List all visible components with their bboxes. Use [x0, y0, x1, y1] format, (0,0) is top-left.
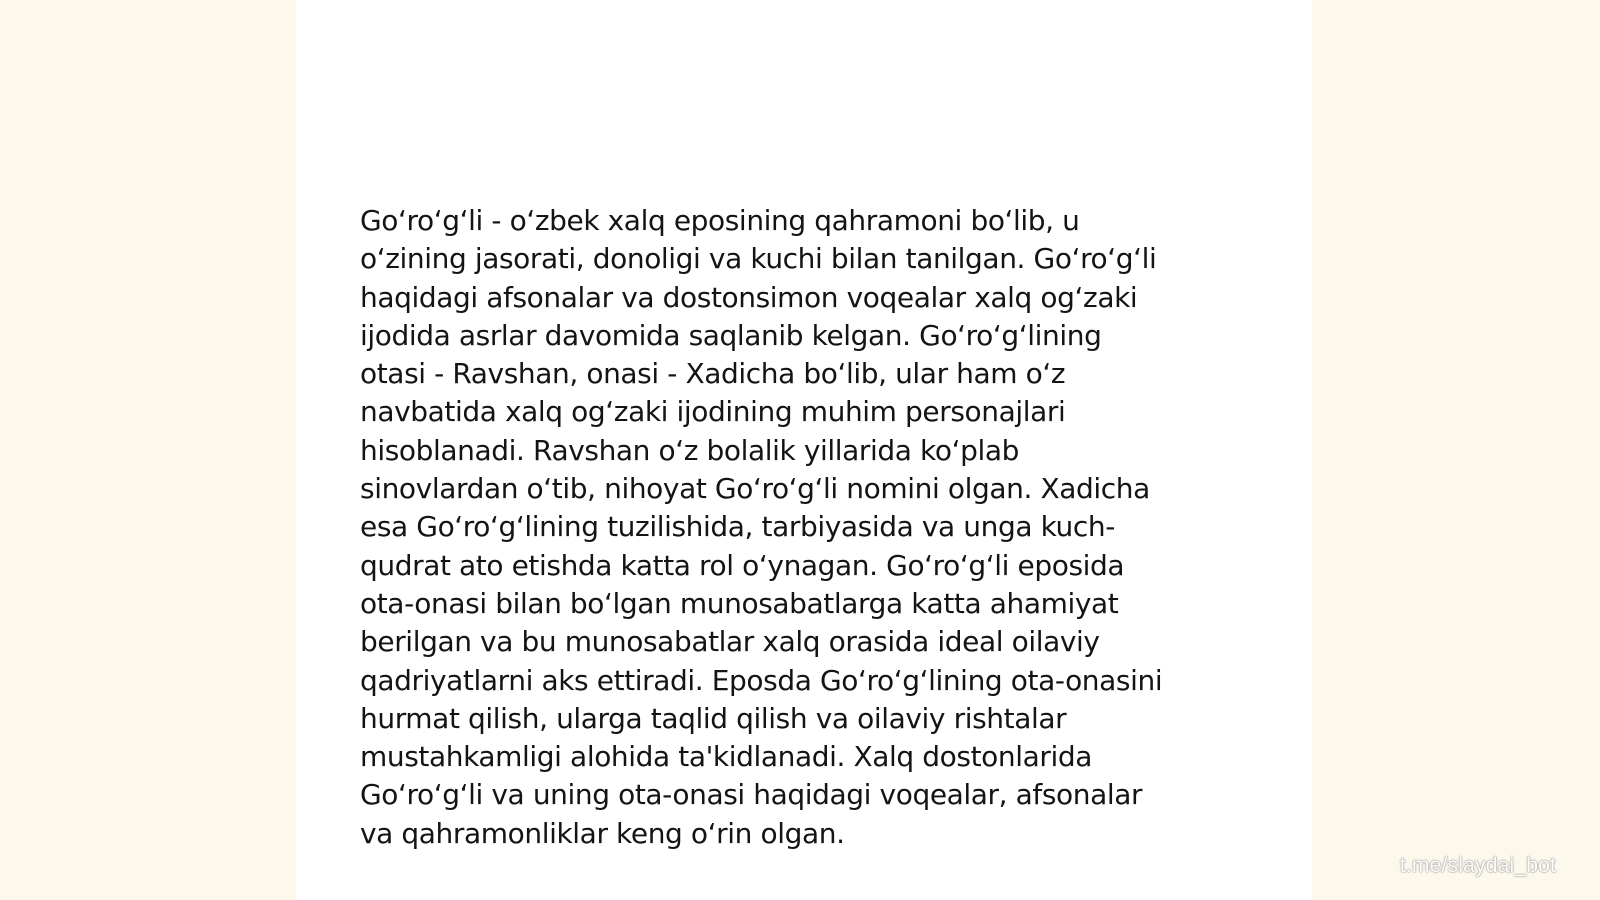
paragraph-line: hisoblanadi. Ravshan o‘z bolalik yillarida ko‘plab — [360, 433, 1019, 467]
paragraph-line: mustahkamligi alohida ta'kidlanadi. Xalq dostonlarida — [360, 740, 1092, 774]
paragraph-line: sinovlardan o‘tib, nihoyat Go‘ro‘g‘li nomini olgan. Xadicha — [360, 472, 1150, 506]
paragraph-line: esa Go‘ro‘g‘lining tuzilishida, tarbiyasida va unga kuch- — [360, 510, 1115, 544]
paragraph-line: Go‘ro‘g‘li - o‘zbek xalq eposining qahramoni bo‘lib, u — [360, 204, 1080, 237]
paragraph-line: ota-onasi bilan bo‘lgan munosabatlarga katta ahamiyat — [360, 586, 1119, 620]
paragraph-line: haqidagi afsonalar va dostonsimon voqealar xalq og‘zaki — [360, 280, 1138, 314]
paragraph-line: o‘zining jasorati, donoligi va kuchi bilan tanilgan. Go‘ro‘g‘li — [360, 242, 1157, 276]
paragraph-line: Go‘ro‘g‘li va uning ota-onasi haqidagi voqealar, afsonalar — [360, 778, 1143, 812]
watermark-link[interactable]: t.me/slaydai_bot — [1399, 854, 1556, 877]
paragraph-line: berilgan va bu munosabatlar xalq orasida ideal oilaviy — [360, 625, 1100, 659]
paragraph-line: va qahramonliklar keng o‘rin olgan. — [360, 816, 845, 850]
paragraph-line: qudrat ato etishda katta rol o‘ynagan. Go‘ro‘g‘li eposida — [360, 548, 1125, 582]
paragraph-line: ijodida asrlar davomida saqlanib kelgan. Go‘ro‘g‘lining — [360, 318, 1102, 352]
paragraph-line: hurmat qilish, ularga taqlid qilish va oilaviy rishtalar — [360, 701, 1067, 735]
slide-page — [296, 0, 1312, 900]
paragraph-line: otasi - Ravshan, onasi - Xadicha bo‘lib, ular ham o‘z — [360, 357, 1066, 391]
slide-paragraph — [360, 202, 1240, 853]
paragraph-line: navbatida xalq og‘zaki ijodining muhim personajlari — [360, 395, 1066, 429]
paragraph-line: qadriyatlarni aks ettiradi. Eposda Go‘ro‘g‘lining ota-onasini — [360, 663, 1163, 697]
